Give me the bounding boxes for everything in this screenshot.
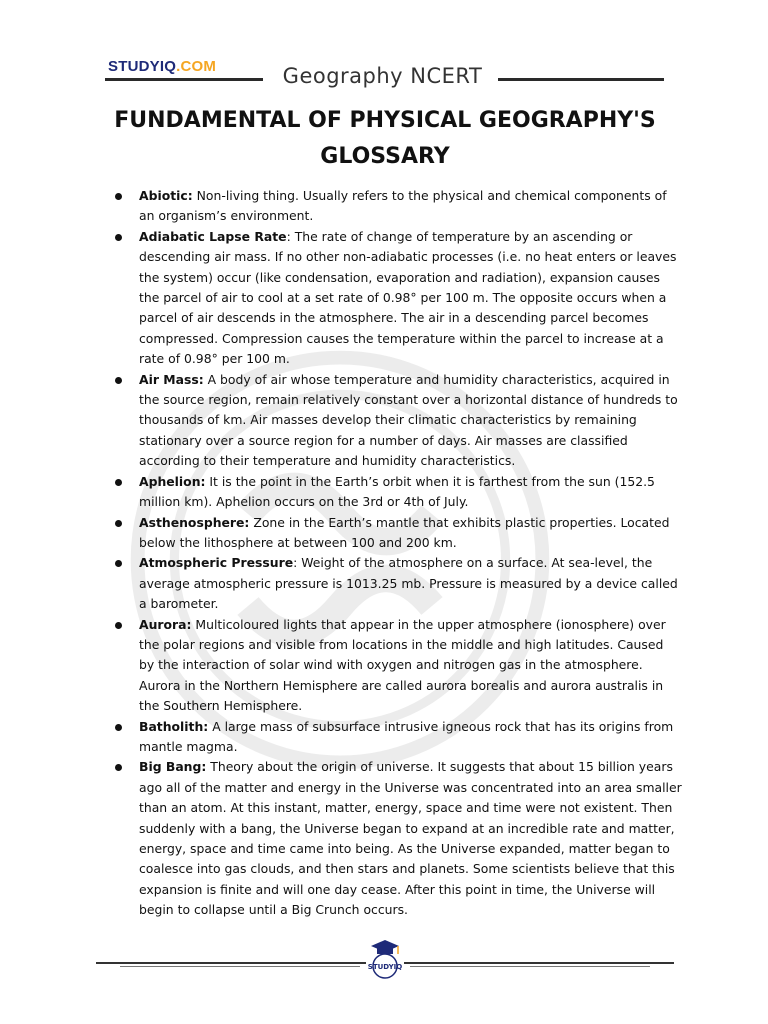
brand-logo xyxy=(108,58,216,75)
glossary-definition: A body of air whose temperature and humidity characteristics, acquired in the source region, remain relatively constant over a horizontal distance of hundreds to thousands of km. Air masses develop their climatic characteristics by remaining stationary over a source region for a number of days. Air masses are classified according to their temperature and humidity characteristics. xyxy=(139,371,678,469)
glossary-item xyxy=(112,615,682,717)
bullet-icon xyxy=(115,520,122,527)
glossary-definition: : The rate of change of temperature by an ascending or descending air mass. If no other non-adiabatic processes (i.e. no heat enters or leaves the system) occur (like condensation, evaporation and radiation), expansion causes the parcel of air to cool at a set rate of 0.98° per 100 m. The opposite occurs when a parcel of air descends in the atmosphere. The air in a descending parcel becomes compressed. Compression causes the temperature within the parcel to increase at a rate of 0.98° per 100 m. xyxy=(139,228,677,367)
glossary-term: Adiabatic Lapse Rate xyxy=(139,228,287,244)
glossary-item xyxy=(112,370,682,472)
bullet-icon xyxy=(115,193,122,200)
page-title-line-1: FUNDAMENTAL OF PHYSICAL GEOGRAPHY'S xyxy=(114,108,656,133)
header-rule-left xyxy=(105,78,263,81)
glossary-term: Abiotic: xyxy=(139,188,193,203)
brand-name: STUDYIQ xyxy=(108,58,177,75)
footer-rule-left-thin xyxy=(120,966,360,967)
glossary-term: Air Mass: xyxy=(139,371,204,387)
footer-rule-left xyxy=(96,962,366,964)
bullet-icon xyxy=(115,234,122,241)
glossary-definition: Theory about the origin of universe. It suggests that about 15 billion years ago all of the matter and energy in the Universe was concentrated into an area smaller than an atom. At this instant, matter, energy, space and time were not existent. Then suddenly with a bang, the Universe began to expand at an incredible rate and matter, energy, space and time came into being. As the Universe expanded, matter began to coalesce into gas clouds, and then stars and planets. Some scientists believe that this expansion is finite and will one day cease. After this point in time, the Universe will begin to collapse until a Big Crunch occurs. xyxy=(139,759,682,918)
glossary-term: Atmospheric Pressure xyxy=(139,555,294,571)
glossary-term: Aurora: xyxy=(139,616,192,632)
footer-logo-icon xyxy=(368,938,402,982)
series-title: Geography NCERT xyxy=(282,64,483,88)
glossary-item xyxy=(112,717,682,758)
page-title-line-2: GLOSSARY xyxy=(320,144,450,169)
bullet-icon xyxy=(115,622,122,629)
glossary-term: Aphelion: xyxy=(139,473,206,489)
glossary-definition: It is the point in the Earth’s orbit when it is farthest from the sun (152.5 million km). Aphelion occurs on the 3rd or 4th of July. xyxy=(139,473,655,510)
page-title xyxy=(80,103,690,175)
page-header xyxy=(0,0,768,100)
glossary-item xyxy=(112,472,682,513)
header-rule-right xyxy=(498,78,664,81)
glossary-term: Batholith: xyxy=(139,718,209,734)
bullet-icon xyxy=(115,377,122,384)
bullet-icon xyxy=(115,764,122,771)
glossary-definition: Non-living thing. Usually refers to the physical and chemical components of an organism’s environment. xyxy=(139,188,667,224)
brand-domain: .COM xyxy=(176,58,217,75)
glossary-list xyxy=(112,186,682,921)
glossary-term: Asthenosphere: xyxy=(139,514,250,530)
glossary-definition: Multicoloured lights that appear in the upper atmosphere (ionosphere) over the polar regions and visible from locations in the middle and high latitudes. Caused by the interaction of solar wind with oxygen and nitrogen gas in the atmosphere. Aurora in the Northern Hemisphere are called aurora borealis and aurora australis in the Southern Hemisphere. xyxy=(139,616,666,714)
footer-logo-text: STUDYIQ xyxy=(368,963,402,971)
footer-rule-right xyxy=(404,962,674,964)
glossary-definition: Zone in the Earth’s mantle that exhibits plastic properties. Located below the lithosphere at between 100 and 200 km. xyxy=(139,514,670,550)
footer-rule-right-thin xyxy=(410,966,650,967)
glossary-definition: : Weight of the atmosphere on a surface. At sea-level, the average atmospheric pressure is 1013.25 mb. Pressure is measured by a device called a barometer. xyxy=(139,555,678,612)
glossary-term: Big Bang: xyxy=(139,759,207,775)
bullet-icon xyxy=(115,724,122,731)
glossary-item xyxy=(112,553,682,614)
glossary-item xyxy=(112,186,682,227)
glossary-item xyxy=(112,227,682,370)
glossary-definition: A large mass of subsurface intrusive igneous rock that has its origins from mantle magma. xyxy=(139,718,674,754)
bullet-icon xyxy=(115,479,122,486)
bullet-icon xyxy=(115,560,122,567)
glossary-item xyxy=(112,757,682,920)
glossary-item xyxy=(112,513,682,554)
